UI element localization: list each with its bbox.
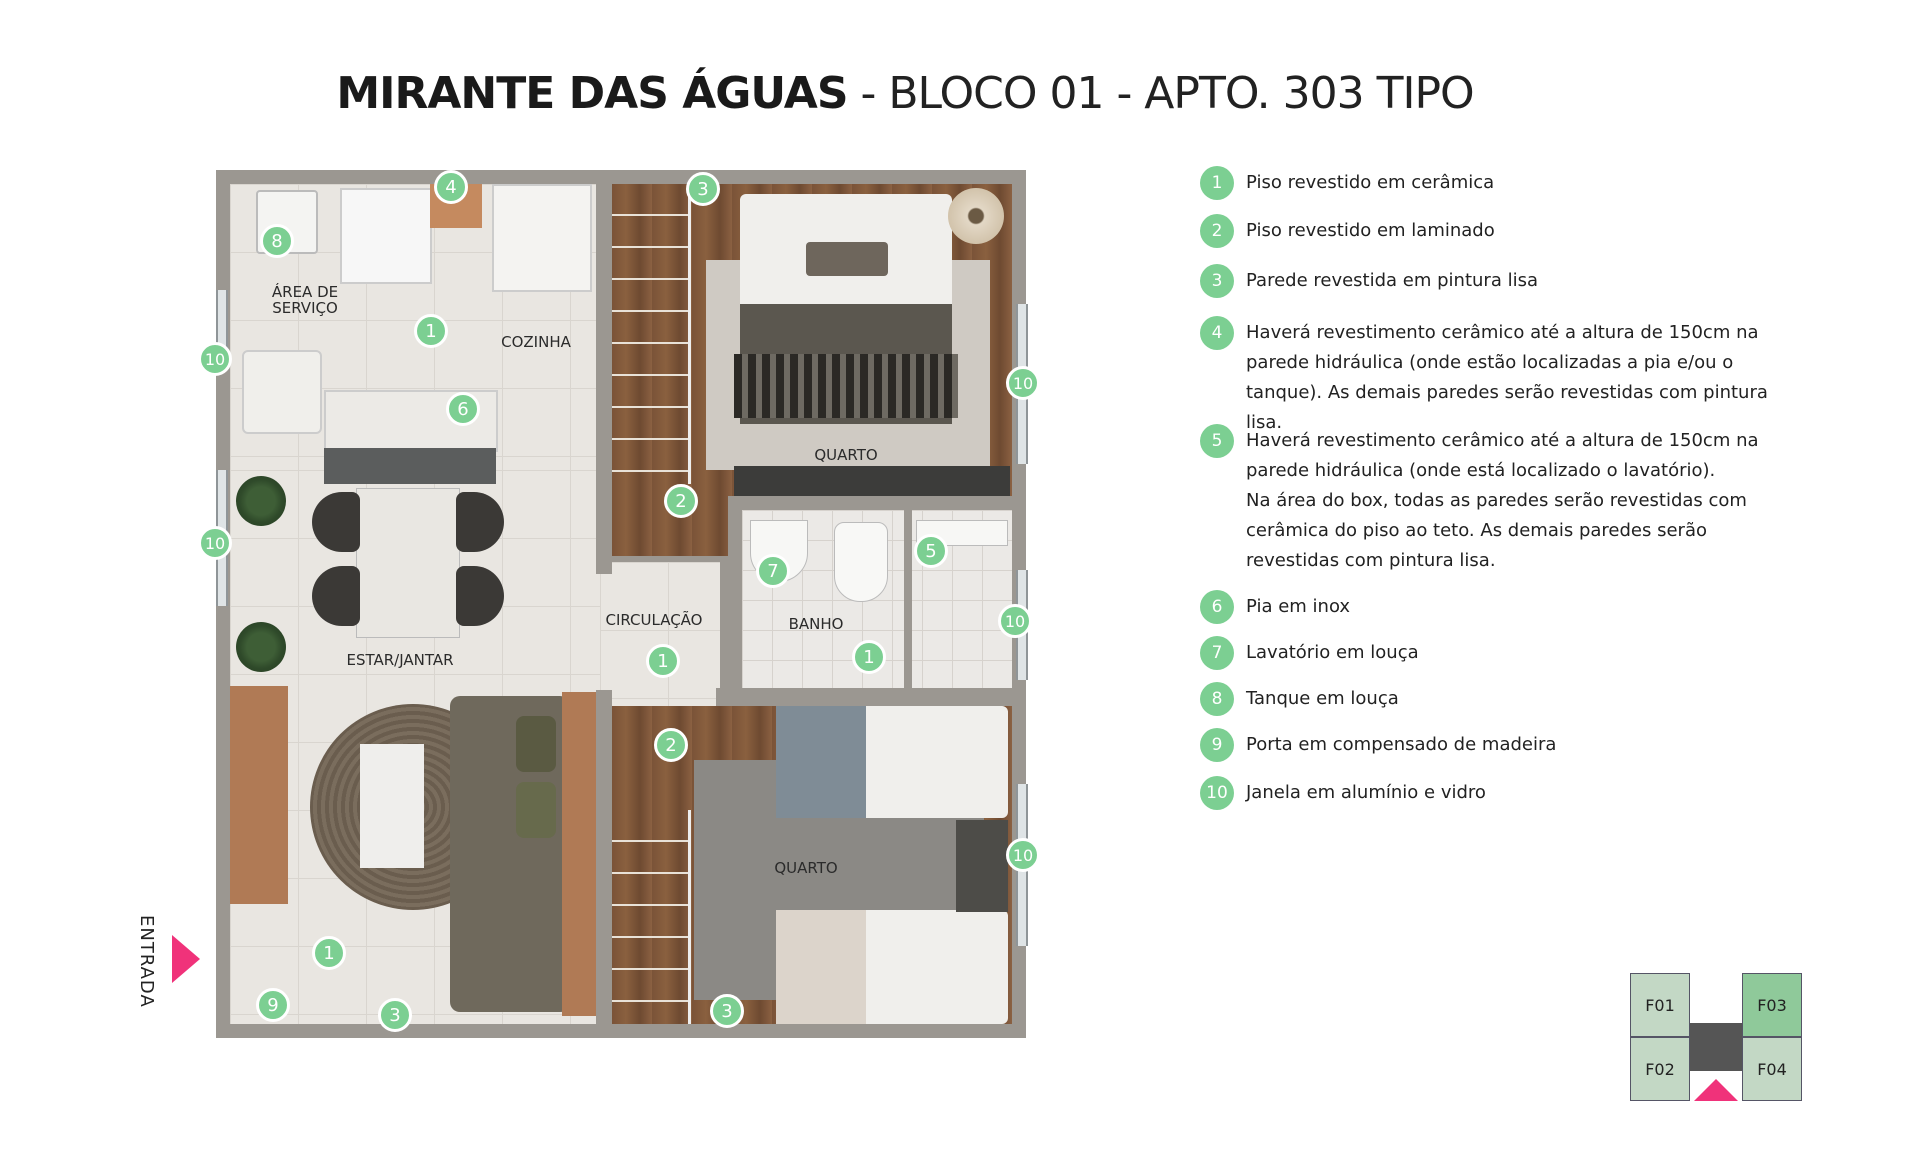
legend-number: 9 xyxy=(1200,728,1234,762)
wardrobe xyxy=(612,810,691,1024)
wall xyxy=(596,690,612,1024)
entrance-label: ENTRADA xyxy=(136,915,157,1008)
marker-8: 8 xyxy=(260,224,294,258)
marker-1: 1 xyxy=(852,640,886,674)
wall xyxy=(728,496,1012,510)
legend-item-7 xyxy=(1200,636,1806,670)
legend-item-6 xyxy=(1200,590,1806,624)
fridge xyxy=(492,184,592,292)
floor-plan xyxy=(204,170,1034,1038)
entrance-arrow-icon xyxy=(172,935,200,983)
marker-2: 2 xyxy=(664,484,698,518)
wall xyxy=(716,688,1012,706)
key-f03: F03 xyxy=(1742,973,1802,1037)
legend-item-3 xyxy=(1200,264,1806,298)
room-label-estar-jantar: ESTAR/JANTAR xyxy=(346,651,454,669)
toilet xyxy=(834,522,888,602)
marker-5: 5 xyxy=(914,534,948,568)
legend-number: 4 xyxy=(1200,316,1234,350)
legend-item-10 xyxy=(1200,776,1806,810)
wall xyxy=(904,510,912,688)
coffee-table xyxy=(360,744,424,868)
legend-text: Pia em inox xyxy=(1246,596,1351,617)
washing-machine xyxy=(242,350,322,434)
legend-text: Haverá revestimento cerâmico até a altura de 150cm na parede hidráulica (onde estão localizadas a pia e/ou o tanque). As demais paredes serão revestidas com pintura lisa. xyxy=(1246,322,1768,433)
legend-number: 8 xyxy=(1200,682,1234,716)
legend-item-5 xyxy=(1200,424,1806,576)
legend-text: Parede revestida em pintura lisa xyxy=(1246,270,1538,291)
stove xyxy=(340,188,432,284)
legend-text: Porta em compensado de madeira xyxy=(1246,734,1557,755)
marker-3: 3 xyxy=(686,172,720,206)
dining-table xyxy=(356,488,460,638)
marker-3: 3 xyxy=(378,998,412,1032)
room-label-quarto-2: QUARTO xyxy=(774,859,838,877)
legend-item-2 xyxy=(1200,214,1806,248)
bed-blanket xyxy=(776,910,866,1024)
lamp xyxy=(948,188,1004,244)
key-core xyxy=(1690,1023,1742,1071)
legend-number: 1 xyxy=(1200,166,1234,200)
bed-throw xyxy=(734,354,958,418)
room-label-area-servico: ÁREA DE SERVIÇO xyxy=(271,283,339,317)
legend-text: Piso revestido em laminado xyxy=(1246,220,1495,241)
marker-2: 2 xyxy=(654,728,688,762)
wall xyxy=(596,184,612,574)
key-f04: F04 xyxy=(1742,1037,1802,1101)
marker-4: 4 xyxy=(434,170,468,204)
bed-blanket xyxy=(776,706,866,818)
marker-10: 10 xyxy=(1006,838,1040,872)
room-label-quarto-1: QUARTO xyxy=(814,446,878,464)
room-label-circulacao: CIRCULAÇÃO xyxy=(605,611,703,629)
legend-number: 5 xyxy=(1200,424,1234,458)
legend-number: 7 xyxy=(1200,636,1234,670)
legend-item-4 xyxy=(1200,316,1806,438)
marker-6: 6 xyxy=(446,392,480,426)
key-plan xyxy=(1630,973,1805,1108)
sideboard xyxy=(230,686,288,904)
wall xyxy=(728,496,742,566)
room-label-banho: BANHO xyxy=(788,615,844,633)
legend-number: 2 xyxy=(1200,214,1234,248)
room-label-cozinha: COZINHA xyxy=(501,333,571,351)
plant xyxy=(236,622,286,672)
pillow xyxy=(806,242,888,276)
legend-item-1 xyxy=(1200,166,1806,200)
marker-10: 10 xyxy=(198,342,232,376)
marker-3: 3 xyxy=(710,994,744,1028)
nightstand xyxy=(956,820,1008,912)
legend-item-8 xyxy=(1200,682,1806,716)
marker-1: 1 xyxy=(414,314,448,348)
page-title xyxy=(0,68,1810,119)
legend-number: 6 xyxy=(1200,590,1234,624)
key-f01: F01 xyxy=(1630,973,1690,1037)
legend-text: Haverá revestimento cerâmico até a altura de 150cm na parede hidráulica (onde está localizado o lavatório). Na área do box, todas as paredes serão revestidas com cerâmica do piso ao teto. As demais paredes serão revestidas com pintura lisa. xyxy=(1246,430,1759,571)
kitchen-island xyxy=(324,448,496,484)
plant xyxy=(236,476,286,526)
marker-9: 9 xyxy=(256,988,290,1022)
legend-number: 10 xyxy=(1200,776,1234,810)
key-arrow-icon xyxy=(1694,1079,1738,1101)
wardrobe xyxy=(612,184,691,484)
tv-console xyxy=(562,692,596,1016)
legend-number: 3 xyxy=(1200,264,1234,298)
legend-text: Tanque em louça xyxy=(1246,688,1399,709)
cushion xyxy=(516,782,556,838)
legend-text: Lavatório em louça xyxy=(1246,642,1419,663)
legend-text: Janela em alumínio e vidro xyxy=(1246,782,1486,803)
cushion xyxy=(516,716,556,772)
title-unit: - BLOCO 01 - APTO. 303 TIPO xyxy=(847,68,1474,119)
marker-1: 1 xyxy=(646,644,680,678)
desk xyxy=(734,466,1010,496)
marker-10: 10 xyxy=(1006,366,1040,400)
entrance-indicator xyxy=(128,915,168,1008)
legend-text: Piso revestido em cerâmica xyxy=(1246,172,1495,193)
key-f02: F02 xyxy=(1630,1037,1690,1101)
legend-item-9 xyxy=(1200,728,1806,762)
marker-10: 10 xyxy=(198,526,232,560)
title-project: MIRANTE DAS ÁGUAS xyxy=(336,68,848,119)
marker-7: 7 xyxy=(756,554,790,588)
marker-10: 10 xyxy=(998,604,1032,638)
marker-1: 1 xyxy=(312,936,346,970)
